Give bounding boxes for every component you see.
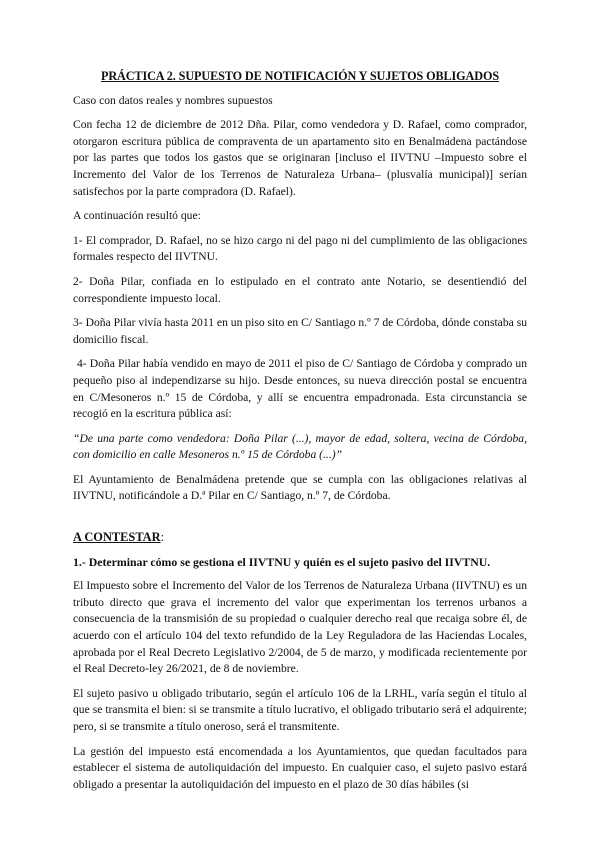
answer-paragraph: El Impuesto sobre el Incremento del Valor de los Terrenos de Naturaleza Urbana (IIVTNU) es un tributo directo que grava el incremento del valor que experimentan los terrenos urbanos a consecuencia de la transmisión de su propiedad o cualquier derecho real que recaiga sobre él, de acuerdo con el artículo 104 del texto refundido de la Ley Reguladora de las Haciendas Locales, aprobada por el Real Decreto Legislativo 2/2004, de 5 de marzo, y modificada recientemente por el Real Decreto-ley 26/2021, de 8 de noviembre. bbox=[73, 579, 527, 676]
intro-paragraph: Con fecha 12 de diciembre de 2012 Dña. Pilar, como vendedora y D. Rafael, como comprador, otorgaron escritura pública de compraventa de un apartamento sito en Benalmádena pactándose por las partes que todos los gastos que se originaran [incluso el IIVTNU –Impuesto sobre el Incremento del Valor de los Terrenos de Naturaleza Urbana– (plusvalía municipal)] serían satisfechos por la parte compradora (D. Rafael). bbox=[73, 118, 527, 198]
section-heading-label: A CONTESTAR bbox=[73, 530, 161, 545]
quoted-deed-text: “De una parte como vendedora: Doña Pilar (...), mayor de edad, soltera, vecina de Córdoba, con domicilio en calle Mesoneros n.º 15 de Córdoba (...)” bbox=[73, 431, 527, 462]
document-body bbox=[73, 68, 527, 801]
section-heading-colon: : bbox=[160, 530, 165, 545]
list-item: 3- Doña Pilar vivía hasta 2011 en un piso sito en C/ Santiago n.º 7 de Córdoba, dónde constaba su domicilio fiscal. bbox=[73, 316, 527, 346]
list-item: 4- Doña Pilar había vendido en mayo de 2011 el piso de C/ Santiago de Córdoba y comprado un pequeño piso al independizarse su hijo. Desde entonces, su nueva dirección postal se encuentra en C/Mesoneros n.º 15 de Córdoba, y allí se encuentra empadronada. Esta circunstancia se recogió en la escritura pública así: bbox=[73, 357, 527, 421]
answer-paragraph: El sujeto pasivo u obligado tributario, según el artículo 106 de la LRHL, varía según el título al que se transmita el bien: si se transmite a título lucrativo, el obligado tributario será el adquirente; pero, si se transmite a título oneroso, será el transmitente. bbox=[73, 686, 527, 733]
continuation-line: A continuación resultó que: bbox=[73, 209, 201, 223]
list-item: 1- El comprador, D. Rafael, no se hizo cargo ni del pago ni del cumplimiento de las obligaciones formales respecto del IIVTNU. bbox=[73, 233, 527, 264]
answer-paragraph: La gestión del impuesto está encomendada a los Ayuntamientos, que quedan facultados para establecer el sistema de autoliquidación del impuesto. En cualquier caso, el sujeto pasivo estará obligado a presentar la autoliquidación del impuesto en el plazo de 30 días hábiles (si bbox=[73, 744, 527, 791]
section-heading bbox=[73, 529, 527, 546]
page-title: PRÁCTICA 2. SUPUESTO DE NOTIFICACIÓN Y SUJETOS OBLIGADOS bbox=[100, 69, 500, 83]
closing-paragraph: El Ayuntamiento de Benalmádena pretende que se cumpla con las obligaciones relativas al IIVTNU, notificándole a D.ª Pilar en C/ Santiago, n.º 7, de Córdoba. bbox=[73, 472, 527, 503]
list-item: 2- Doña Pilar, confiada en lo estipulado en el contrato ante Notario, se desentiendió del correspondiente impuesto local. bbox=[73, 274, 527, 305]
subtitle: Caso con datos reales y nombres supuestos bbox=[73, 93, 273, 107]
question-heading: 1.- Determinar cómo se gestiona el IIVTNU y quién es el sujeto pasivo del IIVTNU. bbox=[73, 554, 491, 569]
